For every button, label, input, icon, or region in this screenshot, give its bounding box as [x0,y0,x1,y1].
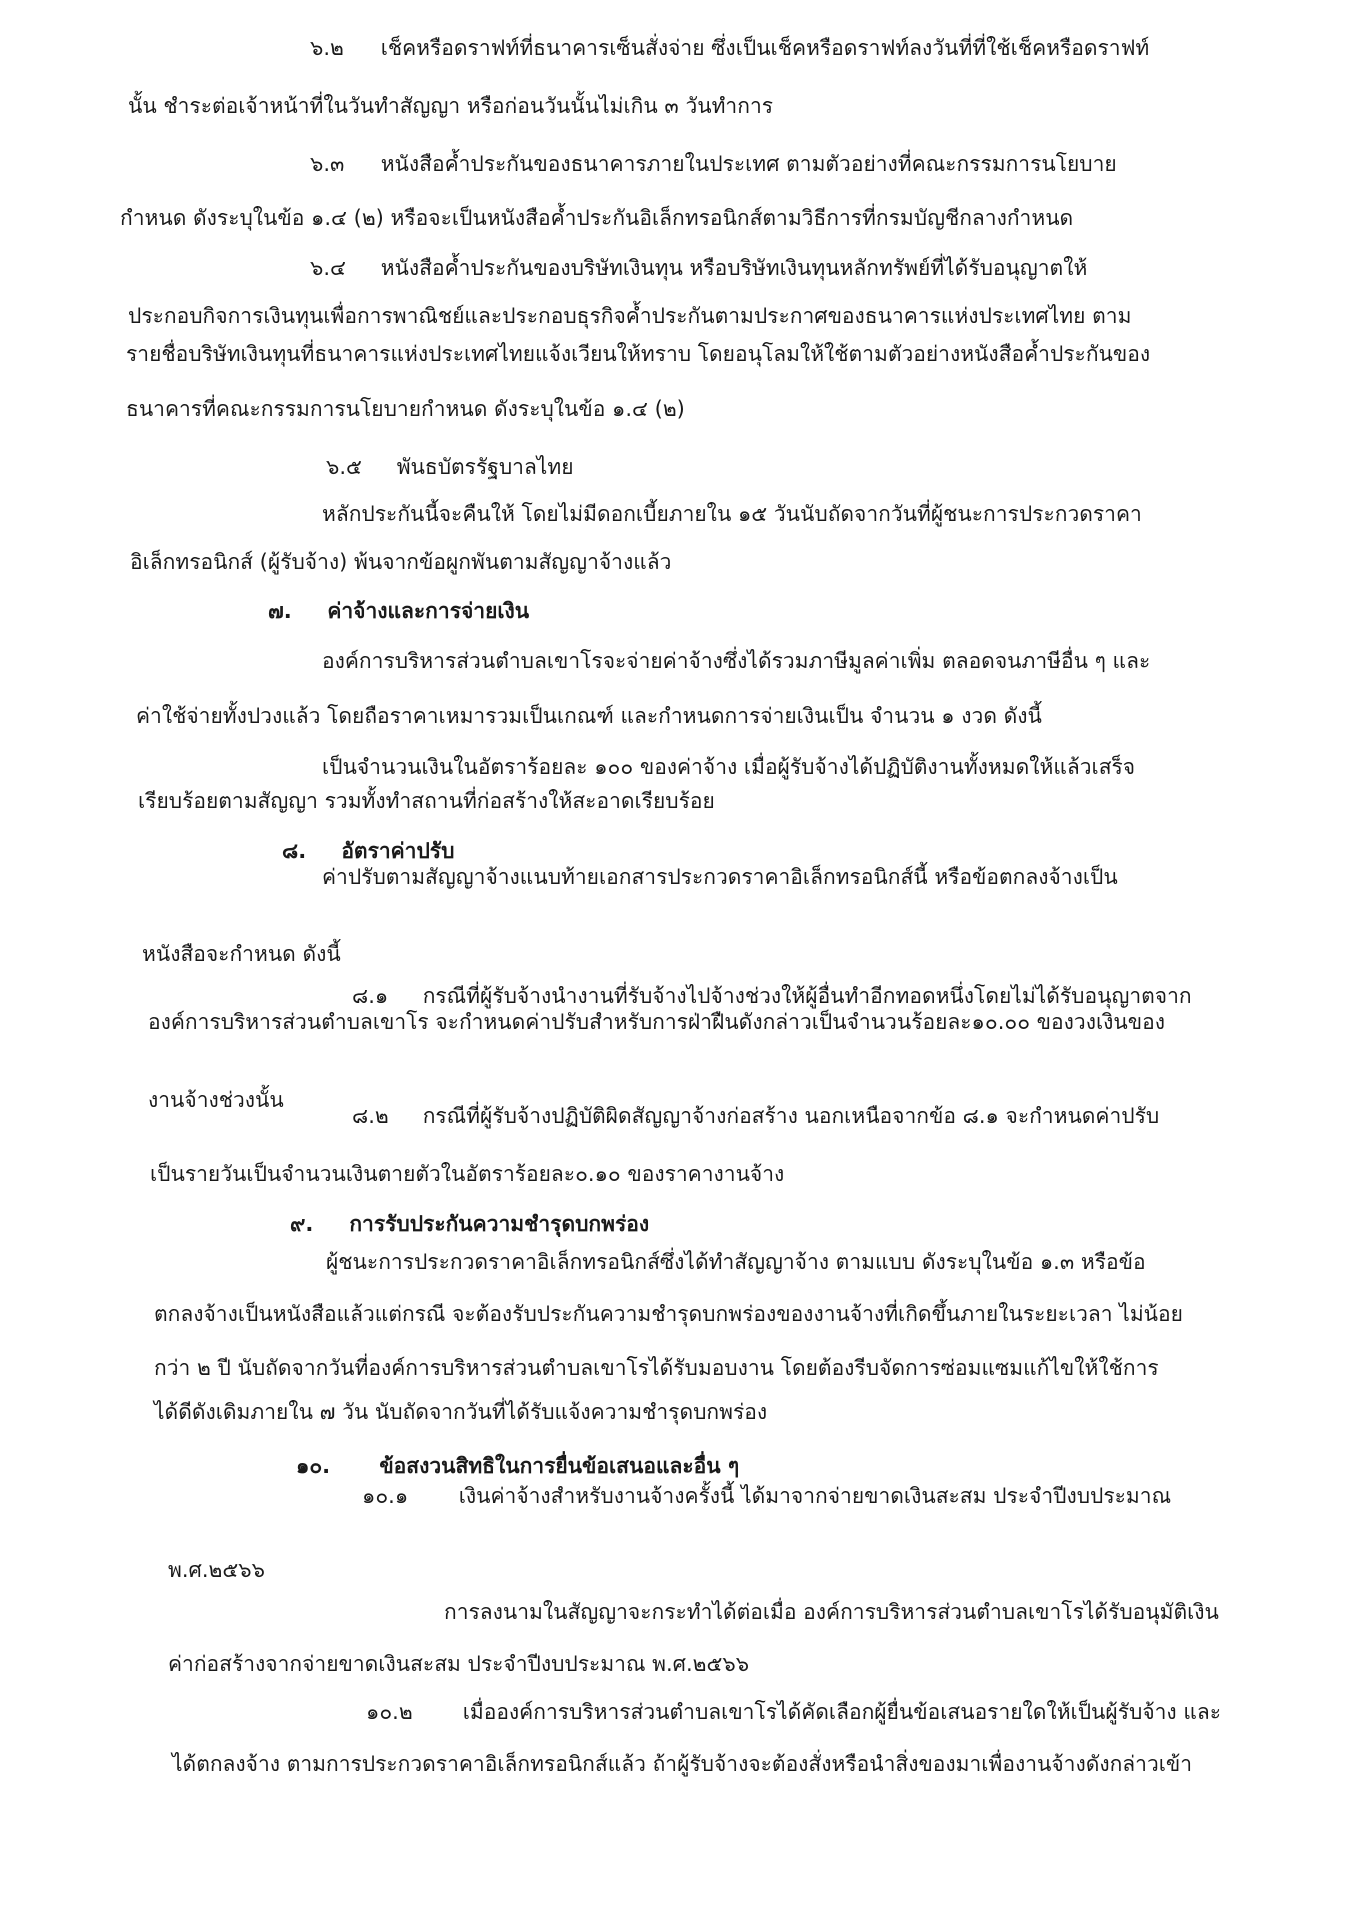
clause-8-2-line-2: เป็นรายวันเป็นจำนวนเงินตายตัวในอัตราร้อยละ๐.๑๐ ของราคางานจ้าง [150,1162,785,1186]
section-9-line-4: ได้ดีดังเดิมภายใน ๗ วัน นับถัดจากวันที่ได้รับแจ้งความชำรุดบกพร่อง [154,1400,768,1424]
clause-number: ๖.๔ [310,256,346,280]
clause-8-1-line-2: องค์การบริหารส่วนตำบลเขาโร จะกำหนดค่าปรับสำหรับการฝ่าฝืนดังกล่าวเป็นจำนวนร้อยละ๑๐.๐๐ ของวงเงินของ [148,1010,1165,1034]
clause-10-1-line-1 [362,1482,1171,1510]
guarantee-return-line-1: หลักประกันนี้จะคืนให้ โดยไม่มีดอกเบี้ยภายใน ๑๕ วันนับถัดจากวันที่ผู้ชนะการประกวดราคา [322,502,1142,526]
clause-6-2-line-2: นั้น ชำระต่อเจ้าหน้าที่ในวันทำสัญญา หรือก่อนวันนั้นไม่เกิน ๓ วันทำการ [128,94,774,118]
section-8-line-1: ค่าปรับตามสัญญาจ้างแนบท้ายเอกสารประกวดราคาอิเล็กทรอนิกส์นี้ หรือข้อตกลงจ้างเป็น [322,865,1118,889]
section-9-line-3: กว่า ๒ ปี นับถัดจากวันที่องค์การบริหารส่วนตำบลเขาโรได้รับมอบงาน โดยต้องรีบจัดการซ่อมแซมแก้ไขให้ใช้การ [154,1356,1159,1380]
section-number: ๙. [290,1212,314,1236]
clause-6-4-line-4: ธนาคารที่คณะกรรมการนโยบายกำหนด ดังระบุในข้อ ๑.๔ (๒) [126,397,685,421]
clause-6-2-line-1 [310,34,1149,62]
clause-number: ๑๐.๒ [366,1700,413,1724]
clause-text: เมื่อองค์การบริหารส่วนตำบลเขาโรได้คัดเลือกผู้ยื่นข้อเสนอรายใดให้เป็นผู้รับจ้าง และ [462,1700,1222,1724]
clause-10-2-line-1 [366,1698,1221,1726]
section-8-heading [282,837,454,865]
section-9-line-2: ตกลงจ้างเป็นหนังสือแล้วแต่กรณี จะต้องรับประกันความชำรุดบกพร่องของงานจ้างที่เกิดขึ้นภายในระยะเวลา ไม่น้อย [154,1302,1183,1326]
clause-6-5-line-1 [326,453,574,481]
clause-text: หนังสือค้ำประกันของบริษัทเงินทุน หรือบริษัทเงินทุนหลักทรัพย์ที่ได้รับอนุญาตให้ [380,256,1088,280]
clause-8-1-line-3: งานจ้างช่วงนั้น [148,1088,284,1112]
clause-text: เงินค่าจ้างสำหรับงานจ้างครั้งนี้ ได้มาจากจ่ายขาดเงินสะสม ประจำปีงบประมาณ [458,1484,1172,1508]
clause-text: พันธบัตรรัฐบาลไทย [396,455,574,479]
clause-number: ๘.๒ [352,1104,389,1128]
clause-10-1-line-3: การลงนามในสัญญาจะกระทำได้ต่อเมื่อ องค์การบริหารส่วนตำบลเขาโรได้รับอนุมัติเงิน [444,1600,1219,1624]
section-number: ๘. [282,839,307,863]
clause-10-1-line-4: ค่าก่อสร้างจากจ่ายขาดเงินสะสม ประจำปีงบประมาณ พ.ศ.๒๕๖๖ [168,1652,750,1676]
clause-8-1-line-1 [352,982,1192,1010]
clause-number: ๑๐.๑ [362,1484,409,1508]
section-7-line-4: เรียบร้อยตามสัญญา รวมทั้งทำสถานที่ก่อสร้างให้สะอาดเรียบร้อย [138,789,715,813]
section-9-heading [290,1210,649,1238]
clause-6-4-line-3: รายชื่อบริษัทเงินทุนที่ธนาคารแห่งประเทศไทยแจ้งเวียนให้ทราบ โดยอนุโลมให้ใช้ตามตัวอย่างหนังสือค้ำประกันของ [126,342,1151,366]
clause-number: ๖.๒ [310,36,344,60]
section-number: ๗. [268,599,292,623]
section-10-heading [296,1452,739,1480]
section-7-heading [268,597,529,625]
clause-6-4-line-1 [310,254,1087,282]
section-number: ๑๐. [296,1454,331,1478]
section-7-line-3: เป็นจำนวนเงินในอัตราร้อยละ ๑๐๐ ของค่าจ้าง เมื่อผู้รับจ้างได้ปฏิบัติงานทั้งหมดให้แล้วเสร็จ [322,755,1136,779]
section-9-line-1: ผู้ชนะการประกวดราคาอิเล็กทรอนิกส์ซึ่งได้ทำสัญญาจ้าง ตามแบบ ดังระบุในข้อ ๑.๓ หรือข้อ [326,1250,1146,1274]
clause-text: กรณีที่ผู้รับจ้างปฏิบัติผิดสัญญาจ้างก่อสร้าง นอกเหนือจากข้อ ๘.๑ จะกำหนดค่าปรับ [422,1104,1160,1128]
guarantee-return-line-2: อิเล็กทรอนิกส์ (ผู้รับจ้าง) พ้นจากข้อผูกพันตามสัญญาจ้างแล้ว [130,550,672,574]
section-title: การรับประกันความชำรุดบกพร่อง [349,1212,650,1236]
section-title: ข้อสงวนสิทธิในการยื่นข้อเสนอและอื่น ๆ [379,1454,740,1478]
clause-6-3-line-2: กำหนด ดังระบุในข้อ ๑.๔ (๒) หรือจะเป็นหนังสือค้ำประกันอิเล็กทรอนิกส์ตามวิธีการที่กรมบัญชีกลางกำหนด [120,206,1074,230]
clause-6-3-line-1 [310,150,1117,178]
section-7-line-1: องค์การบริหารส่วนตำบลเขาโรจะจ่ายค่าจ้างซึ่งได้รวมภาษีมูลค่าเพิ่ม ตลอดจนภาษีอื่น ๆ และ [322,649,1151,673]
clause-number: ๘.๑ [352,984,389,1008]
section-7-line-2: ค่าใช้จ่ายทั้งปวงแล้ว โดยถือราคาเหมารวมเป็นเกณฑ์ และกำหนดการจ่ายเงินเป็น จำนวน ๑ งวด ดังนี้ [136,704,1042,728]
clause-10-2-line-2: ได้ตกลงจ้าง ตามการประกวดราคาอิเล็กทรอนิกส์แล้ว ถ้าผู้รับจ้างจะต้องสั่งหรือนำสิ่งของมาเพื่องานจ้างดังกล่าวเข้า [172,1752,1193,1776]
clause-text: กรณีที่ผู้รับจ้างนำงานที่รับจ้างไปจ้างช่วงให้ผู้อื่นทำอีกทอดหนึ่งโดยไม่ได้รับอนุญาตจาก [422,984,1192,1008]
clause-10-1-line-2: พ.ศ.๒๕๖๖ [168,1558,265,1582]
clause-text: เช็คหรือดราฟท์ที่ธนาคารเซ็นสั่งจ่าย ซึ่งเป็นเช็คหรือดราฟท์ลงวันที่ที่ใช้เช็คหรือดราฟท์ [380,36,1150,60]
clause-number: ๖.๓ [310,152,345,176]
clause-text: หนังสือค้ำประกันของธนาคารภายในประเทศ ตามตัวอย่างที่คณะกรรมการนโยบาย [380,152,1117,176]
clause-8-2-line-1 [352,1102,1159,1130]
section-8-line-2: หนังสือจะกำหนด ดังนี้ [142,942,341,966]
clause-6-4-line-2: ประกอบกิจการเงินทุนเพื่อการพาณิชย์และประกอบธุรกิจค้ำประกันตามประกาศของธนาคารแห่งประเทศไทย ตาม [128,304,1132,328]
section-title: อัตราค่าปรับ [341,839,455,863]
clause-number: ๖.๕ [326,455,362,479]
section-title: ค่าจ้างและการจ่ายเงิน [327,599,530,623]
